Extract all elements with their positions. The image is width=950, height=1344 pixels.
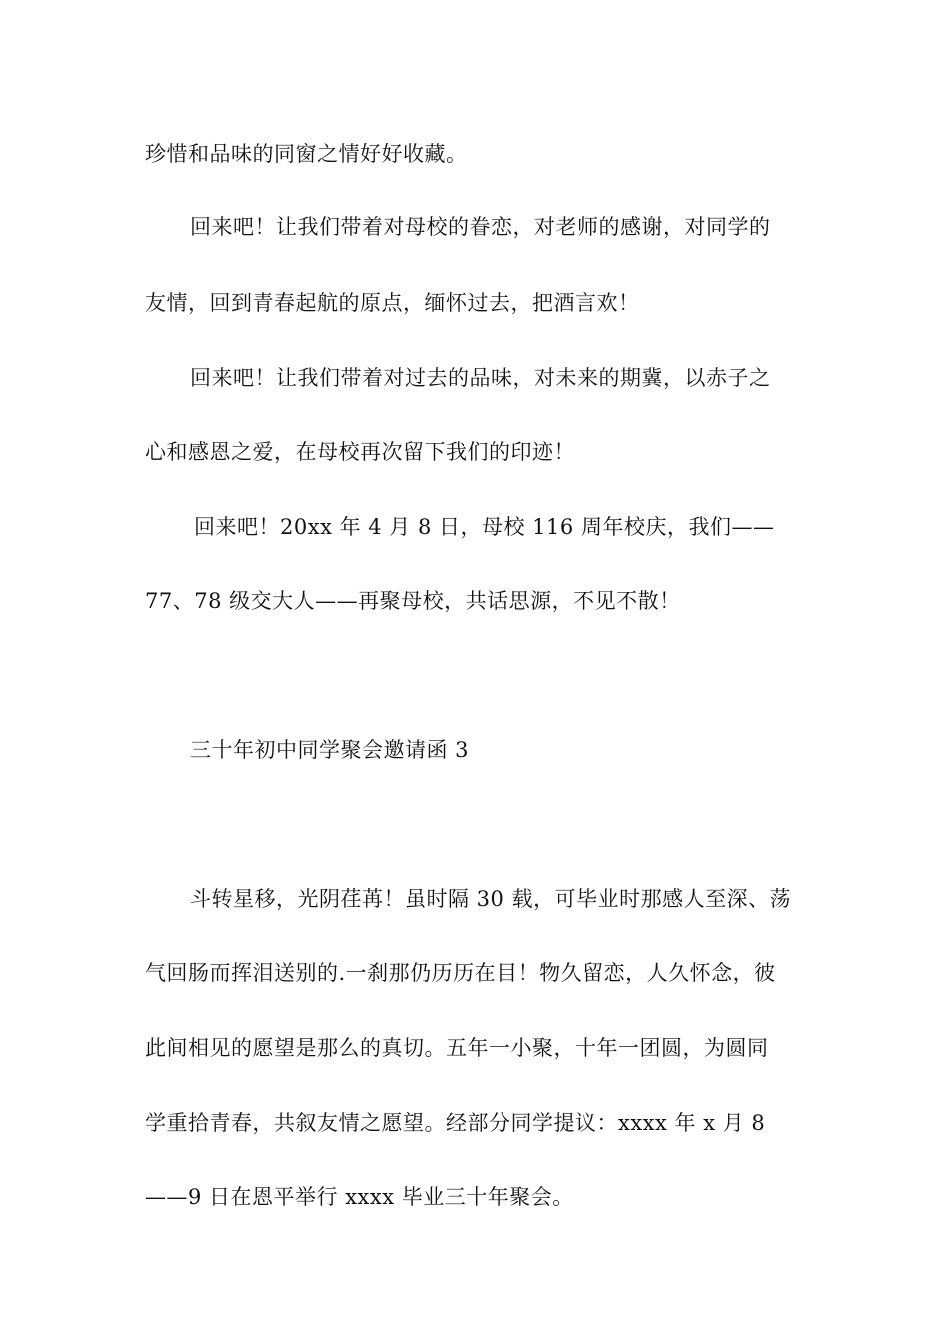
paragraph-line: 珍惜和品味的同窗之情好好收藏。 — [145, 142, 468, 166]
paragraph-line: 77、78 级交大人——再聚母校，共话思源，不见不散！ — [145, 589, 681, 613]
paragraph-line: 学重拾青春，共叙友情之愿望。经部分同学提议：xxxx 年 x 月 8 — [145, 1111, 766, 1135]
paragraph-line: 友情，回到青春起航的原点，缅怀过去，把酒言欢！ — [145, 291, 640, 315]
paragraph-line: 斗转星移，光阴荏苒！虽时隔 30 载，可毕业时那感人至深、荡 — [190, 887, 792, 911]
paragraph-line: 回来吧！让我们带着对过去的品味，对未来的期冀，以赤子之 — [190, 366, 771, 390]
paragraph-line: ——9 日在恩平举行 xxxx 毕业三十年聚会。 — [145, 1185, 574, 1209]
paragraph-line: 回来吧！让我们带着对母校的眷恋，对老师的感谢，对同学的 — [190, 215, 771, 239]
paragraph-line: 心和感恩之爱，在母校再次留下我们的印迹！ — [145, 440, 575, 464]
section-title: 三十年初中同学聚会邀请函 3 — [190, 738, 470, 762]
paragraph-line: 此间相见的愿望是那么的真切。五年一小聚，十年一团圆，为圆同 — [145, 1036, 769, 1060]
paragraph-line: 气回肠而挥泪送别的.一刹那仍历历在目！物久留恋，人久怀念，彼 — [145, 961, 776, 985]
paragraph-line: 回来吧！20xx 年 4 月 8 日，母校 116 周年校庆，我们—— — [194, 515, 775, 539]
